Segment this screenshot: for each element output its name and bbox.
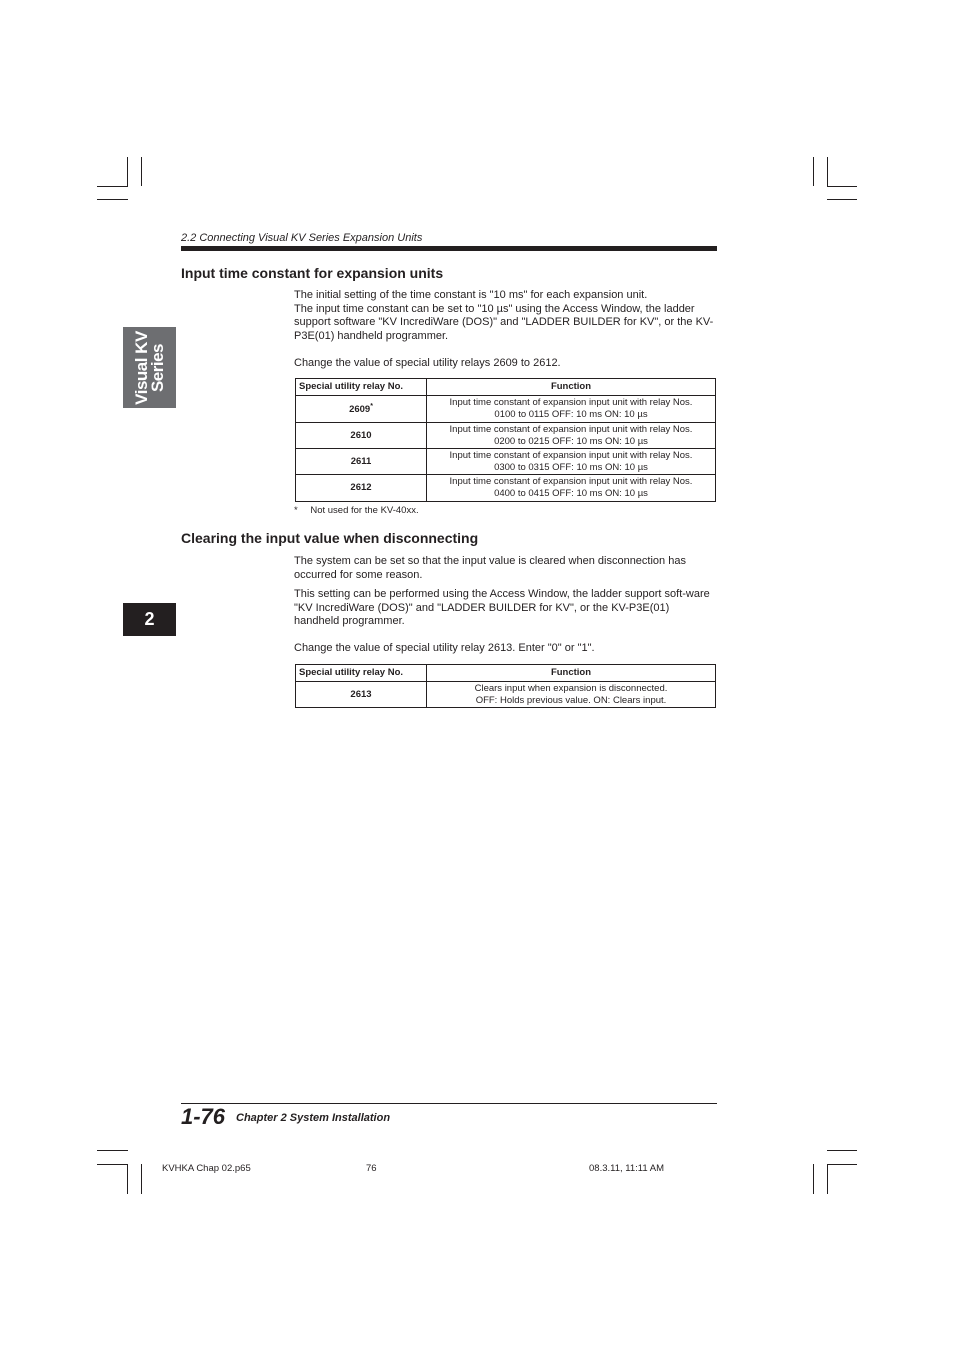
- relay-cell: 2609*: [296, 396, 427, 423]
- crop-mark: [97, 1150, 128, 1151]
- crop-mark: [141, 157, 142, 186]
- crop-mark: [813, 157, 814, 186]
- table-row: [296, 475, 716, 502]
- slug-file: KVHKA Chap 02.p65: [162, 1163, 251, 1174]
- crop-mark: [827, 199, 857, 200]
- section1-para1-line1: The initial setting of the time constant is "10 ms" for each expansion unit.: [294, 289, 648, 301]
- crop-mark: [97, 1164, 128, 1165]
- function-cell: Input time constant of expansion input unit with relay Nos. 0300 to 0315 OFF: 10 ms ON: 10 µs: [427, 449, 716, 475]
- section2-para3: Change the value of special utility relay 2613. Enter "0" or "1".: [294, 642, 595, 654]
- side-tab-line1: Visual KV: [131, 330, 151, 405]
- chapter-tab: 2: [123, 603, 176, 636]
- header-relay-no: Special utility relay No.: [296, 665, 427, 682]
- crop-mark: [827, 1150, 857, 1151]
- function-cell: Input time constant of expansion input unit with relay Nos. 0400 to 0415 OFF: 10 ms ON: 10 µs: [427, 475, 716, 502]
- header-rule: [181, 246, 717, 251]
- relay-cell: 2611: [296, 449, 427, 475]
- slug-date: 08.3.11, 11:11 AM: [589, 1163, 664, 1174]
- table-row: [296, 682, 716, 708]
- table-header-row: [296, 665, 716, 682]
- running-head: 2.2 Connecting Visual KV Series Expansion Units: [181, 232, 423, 244]
- chapter-label: Chapter 2 System Installation: [236, 1112, 391, 1124]
- slug-page: 76: [366, 1163, 377, 1174]
- table-header-row: [296, 379, 716, 396]
- crop-mark: [827, 1164, 828, 1194]
- table-row: [296, 449, 716, 475]
- header-function: Function: [427, 665, 716, 682]
- relay-cell: 2613: [296, 682, 427, 708]
- footnote-text: Not used for the KV-40xx.: [310, 505, 419, 516]
- section-title-input-time-constant: Input time constant for expansion units: [181, 265, 444, 281]
- relay-cell: 2610: [296, 423, 427, 449]
- table-row: [296, 423, 716, 449]
- header-function: Function: [427, 379, 716, 396]
- section1-para1-rest: The input time constant can be set to "10 µs" using the Access Window, the ladder support software "KV IncrediWare (DOS)" and "LADDER BUILDER for KV", or the KV-P3E(01) handheld programmer.: [294, 302, 714, 342]
- section1-body: [294, 289, 714, 343]
- side-tab-visual-kv: [123, 327, 176, 408]
- section1-para2: Change the value of special utility relays 2609 to 2612.: [294, 357, 561, 369]
- crop-mark: [827, 186, 857, 187]
- side-tab-line2: Series: [147, 343, 167, 392]
- crop-mark: [97, 199, 128, 200]
- crop-mark: [127, 157, 128, 186]
- function-cell: Input time constant of expansion input unit with relay Nos. 0200 to 0215 OFF: 10 ms ON: 10 µs: [427, 423, 716, 449]
- function-cell: Clears input when expansion is disconnected. OFF: Holds previous value. ON: Clears input.: [427, 682, 716, 708]
- crop-mark: [97, 186, 128, 187]
- section2-para1: The system can be set so that the input value is cleared when disconnection has occurred for some reason.: [294, 555, 686, 581]
- table-row: [296, 396, 716, 423]
- crop-mark: [827, 1164, 857, 1165]
- crop-mark: [127, 1164, 128, 1194]
- relay-table-2613: [295, 664, 716, 708]
- page-number: 1-76: [181, 1104, 226, 1129]
- footer-rule: [181, 1103, 717, 1104]
- header-relay-no: Special utility relay No.: [296, 379, 427, 396]
- crop-mark: [827, 157, 828, 186]
- section-title-clearing-input: Clearing the input value when disconnecting: [181, 530, 479, 546]
- footnote-mark: *: [294, 505, 298, 516]
- table-footnote: [294, 505, 419, 516]
- crop-mark: [141, 1164, 142, 1194]
- crop-mark: [813, 1164, 814, 1194]
- function-cell: Input time constant of expansion input unit with relay Nos. 0100 to 0115 OFF: 10 ms ON: 10 µs: [427, 396, 716, 423]
- relay-table-2609-2612: [295, 378, 716, 502]
- footnote-mark: *: [370, 403, 373, 411]
- relay-cell: 2612: [296, 475, 427, 502]
- section2-para2: This setting can be performed using the Access Window, the ladder support soft-ware "KV IncrediWare (DOS)" and "LADDER BUILDER for KV", or the KV-P3E(01) handheld programmer.: [294, 588, 710, 627]
